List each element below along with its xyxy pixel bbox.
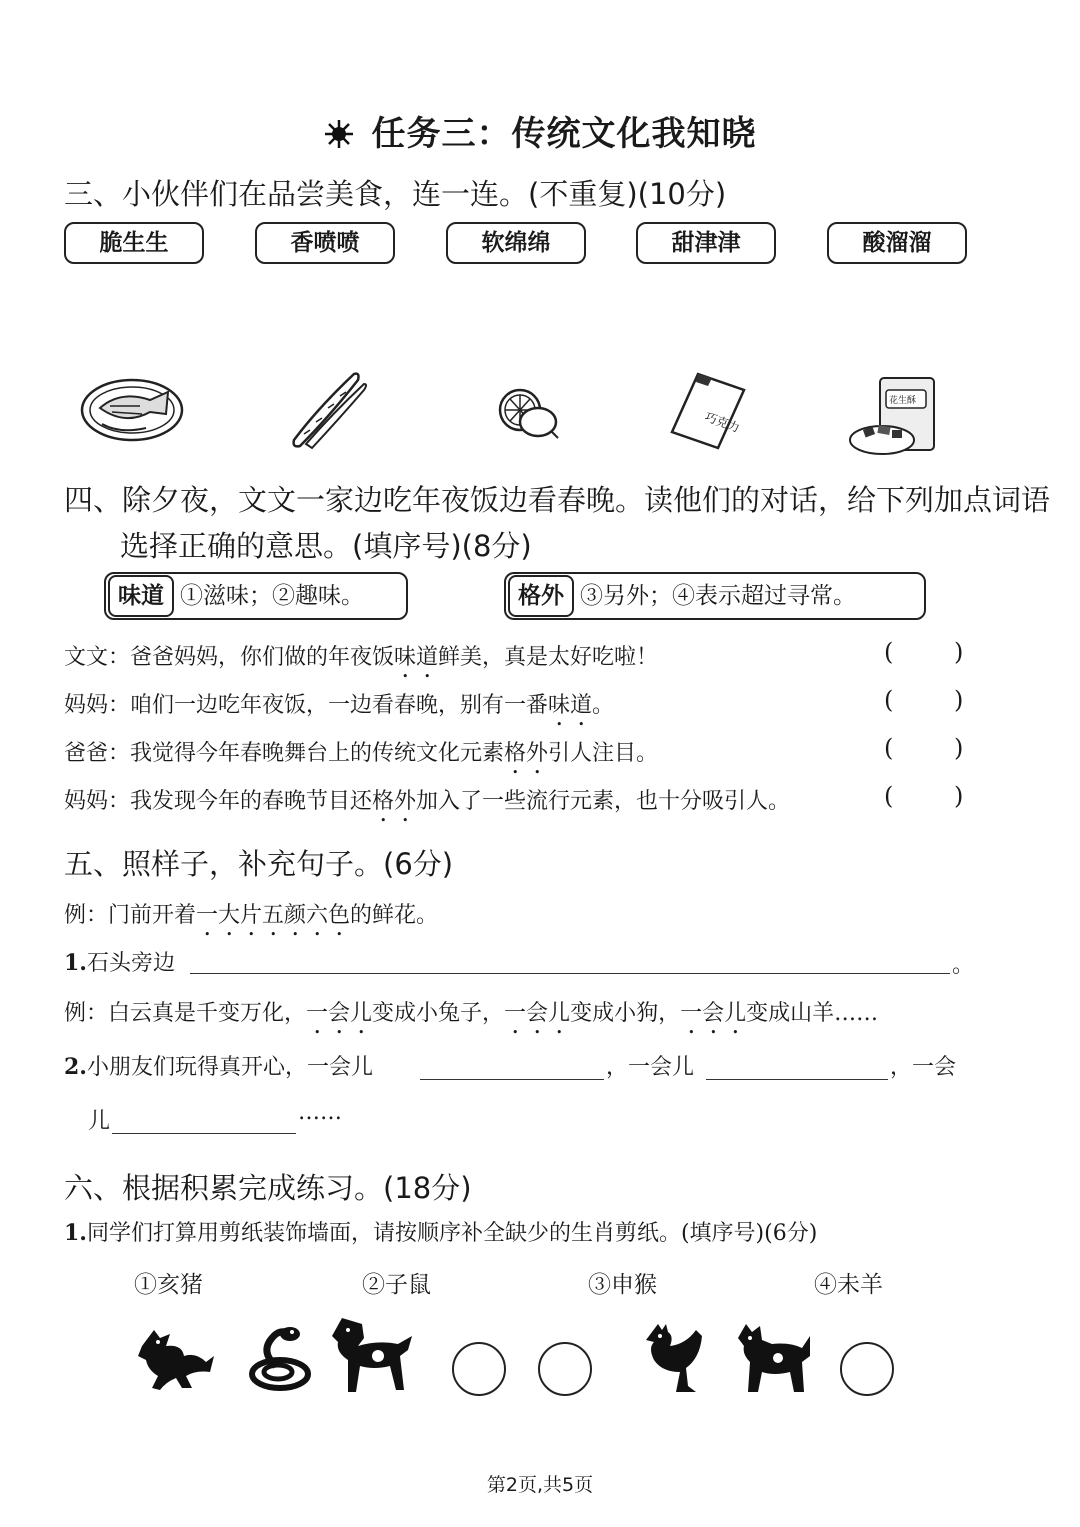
sun-icon: [324, 114, 354, 154]
example-1: 例：门前开着一大片五颜六色的鲜花。: [64, 903, 439, 928]
word-box-2[interactable]: 香喷喷: [255, 222, 395, 264]
answer-line-2a[interactable]: [420, 1078, 604, 1080]
item-2-line2: 儿: [88, 1109, 111, 1134]
dog-icon: [732, 1322, 812, 1394]
page-number: 第2页,共5页: [486, 1474, 594, 1496]
item-2: 2.小朋友们玩得真开心，一会儿: [64, 1054, 373, 1080]
word-box-1[interactable]: 脆生生: [64, 222, 204, 264]
dragon-icon: [136, 1326, 216, 1392]
chocolate-label: 巧克力: [702, 409, 742, 436]
q3-heading: 三、小伙伴们在品尝美食，连一连。(不重复)(10分): [64, 177, 727, 211]
item-1: 1.石头旁边: [64, 950, 175, 976]
q4-heading-line1: 四、除夕夜，文文一家边吃年夜饭边看春晚。读他们的对话，给下列加点词语: [64, 483, 1051, 517]
page-title: 任务三：传统文化我知晓: [0, 106, 1080, 155]
option-2: ②子鼠: [362, 1272, 431, 1298]
answer-paren-open-2: (: [884, 686, 894, 714]
snake-icon: [246, 1322, 312, 1392]
answer-paren-close-2: ): [954, 686, 964, 714]
chocolate-icon[interactable]: [668, 370, 748, 450]
lemon-icon[interactable]: [492, 378, 562, 440]
item-2-end: ，一会: [890, 1055, 957, 1080]
dialog-line-4: 妈妈：我发现今年的春晚节目还格外加入了一些流行元素，也十分吸引人。: [64, 789, 791, 814]
item-1-end: 。: [952, 953, 975, 978]
meaning-text-weidao: ①滋味；②趣味。: [180, 583, 364, 609]
answer-paren-open-4: (: [884, 782, 894, 810]
word-box-5[interactable]: 酸溜溜: [827, 222, 967, 264]
answer-line-2c[interactable]: [112, 1132, 296, 1134]
item-2-tail: ……: [298, 1100, 342, 1125]
answer-blank-3[interactable]: [900, 736, 948, 766]
example-2: 例：白云真是千变万化，一会儿变成小兔子，一会儿变成小狗，一会儿变成山羊……: [64, 1001, 879, 1026]
answer-line-1[interactable]: [190, 972, 950, 974]
rooster-icon: [640, 1322, 704, 1394]
word-box-4[interactable]: 甜津津: [636, 222, 776, 264]
blank-circle-2[interactable]: [538, 1342, 592, 1396]
meaning-text-gewai: ③另外；④表示超过寻常。: [580, 583, 856, 609]
meaning-key-weidao: 味道: [108, 575, 174, 617]
dialog-line-3: 爸爸：我觉得今年春晚舞台上的传统文化元素格外引人注目。: [64, 741, 659, 766]
blank-circle-3[interactable]: [840, 1342, 894, 1396]
word-box-3[interactable]: 软绵绵: [446, 222, 586, 264]
roast-fish-icon[interactable]: [80, 372, 184, 442]
q6-item-1: 1.同学们打算用剪纸装饰墙面，请按顺序补全缺少的生肖剪纸。(填序号)(6分): [64, 1220, 818, 1246]
q6-heading: 六、根据积累完成练习。(18分): [64, 1171, 472, 1205]
answer-line-2b[interactable]: [706, 1078, 888, 1080]
q4-heading-line2: 选择正确的意思。(填序号)(8分): [120, 529, 532, 563]
cucumber-icon[interactable]: [288, 368, 368, 450]
snack-label: 花生酥: [889, 396, 917, 406]
item-2-mid: ，一会儿: [606, 1055, 695, 1080]
answer-paren-open-3: (: [884, 734, 894, 762]
dialog-line-2: 妈妈：咱们一边吃年夜饭，一边看春晚，别有一番味道。: [64, 693, 615, 718]
horse-icon: [328, 1316, 414, 1396]
peanut-snack-icon[interactable]: [846, 374, 938, 460]
q5-heading: 五、照样子，补充句子。(6分): [64, 847, 454, 881]
meaning-box-weidao: [104, 572, 408, 620]
meaning-key-gewai: 格外: [508, 575, 574, 617]
blank-circle-1[interactable]: [452, 1342, 506, 1396]
answer-blank-4[interactable]: [900, 784, 948, 814]
option-1: ①亥猪: [134, 1272, 203, 1298]
answer-blank-2[interactable]: [900, 688, 948, 718]
meaning-box-gewai: [504, 572, 926, 620]
option-4: ④未羊: [814, 1272, 883, 1298]
answer-paren-close-1: ): [954, 638, 964, 666]
answer-paren-close-3: ): [954, 734, 964, 762]
answer-paren-open-1: (: [884, 638, 894, 666]
dialog-line-1: 文文：爸爸妈妈，你们做的年夜饭味道鲜美，真是太好吃啦！: [64, 645, 659, 670]
option-3: ③申猴: [588, 1272, 657, 1298]
answer-paren-close-4: ): [954, 782, 964, 810]
answer-blank-1[interactable]: [900, 640, 948, 670]
